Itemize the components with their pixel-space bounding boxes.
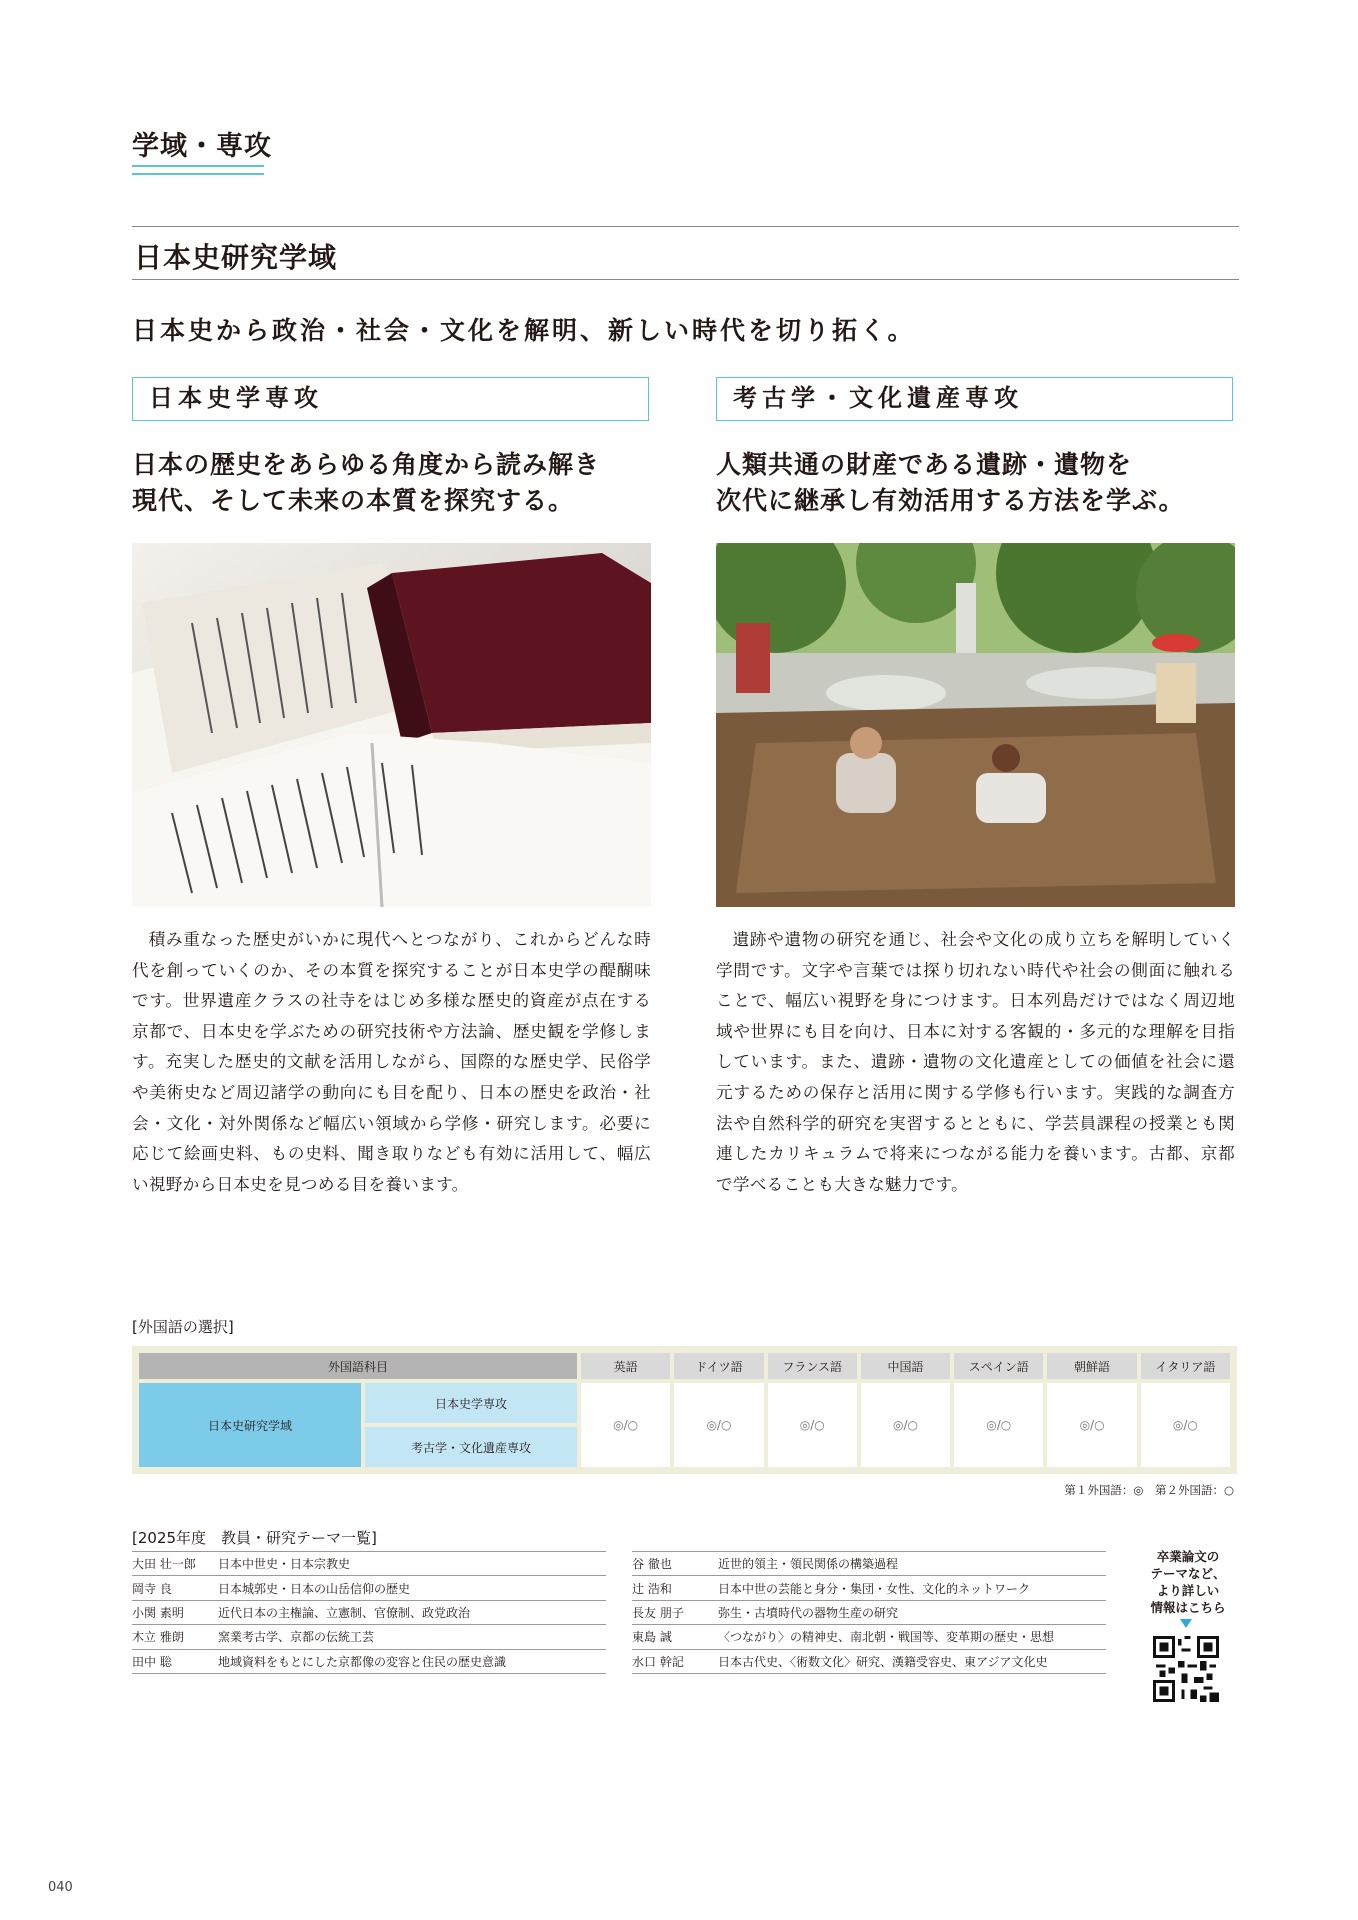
- faculty-name: 東島 誠: [632, 1630, 672, 1645]
- faculty-theme: 地域資料をもとにした京都像の変容と住民の歴史意識: [218, 1654, 507, 1669]
- field-cell: 日本史研究学域: [139, 1383, 361, 1467]
- section-label: 学域・専攻: [132, 131, 272, 162]
- faculty-name: 小関 素明: [132, 1605, 184, 1620]
- faculty-theme: 〈つながり〉の精神史、南北朝・戦国等、変革期の歴史・思想: [718, 1630, 1055, 1645]
- section-underline: [132, 165, 264, 175]
- faculty-theme: 日本中世史・日本宗教史: [218, 1557, 351, 1572]
- lang-header-french: フランス語: [768, 1353, 857, 1379]
- faculty-list-left: [132, 1551, 606, 1674]
- major-body-japanese-history: 積み重なった歴史がいかに現代へとつながり、これからどんな時代を創っていくのか、その本質を探究することが日本史学の醍醐味です。世界遺産クラスの社寺をはじめ多様な歴史的資産が点在する京都で、日本史を学ぶための研究技術や方法論、歴史観を学修します。充実した歴史的文献を活用しながら、国際的な歴史学、民俗学や美術史など周辺諸学の動向にも目を配り、日本の歴史を政治・社会・文化・対外関係など幅広い領域から学修・研究します。必要に応じて絵画史料、もの史料、聞き取りなども有効に活用して、幅広い視野から日本史を見つめる目を養います。: [132, 930, 651, 1194]
- lang-header-spanish: スペイン語: [954, 1353, 1043, 1379]
- faculty-theme: 日本古代史、〈術数文化〉研究、漢籍受容史、東アジア文化史: [718, 1654, 1048, 1669]
- divider-bottom: [132, 279, 1239, 280]
- language-table-caption: [外国語の選択]: [132, 1318, 234, 1336]
- excavation-photo: [716, 543, 1235, 907]
- lang-header-english: 英語: [581, 1353, 670, 1379]
- major-lead-japanese-history: 日本の歴史をあらゆる角度から読み解き 現代、そして未来の本質を探究する。: [132, 450, 601, 515]
- qr-caption: 卒業論文の テーマなど、 より詳しい 情報はこちら: [1150, 1549, 1226, 1615]
- faculty-theme: 日本城郭史・日本の山岳信仰の歴史: [218, 1581, 411, 1596]
- open-books-photo: [132, 543, 651, 907]
- faculty-theme: 近代日本の主権論、立憲制、官僚制、政党政治: [218, 1605, 471, 1620]
- catchphrase: 日本史から政治・社会・文化を解明、新しい時代を切り拓く。: [132, 316, 916, 345]
- list-item: [632, 1551, 1106, 1576]
- lang-header-german: ドイツ語: [674, 1353, 763, 1379]
- mark-korean: ◎/○: [1047, 1383, 1136, 1467]
- faculty-name: 木立 雅朗: [132, 1630, 184, 1645]
- faculty-name: 田中 聡: [132, 1654, 172, 1669]
- faculty-list-right: [632, 1551, 1106, 1674]
- major-body-archaeology: 遺跡や遺物の研究を通じ、社会や文化の成り立ちを解明していく学問です。文字や言葉では探り切れない時代や社会の側面に触れることで、幅広い視野を身につけます。日本列島だけではなく周辺地域や世界にも目を向け、日本に対する客観的・多元的な理解を目指しています。また、遺跡・遺物の文化遺産としての価値を社会に還元するための保存と活用に関する学修も行います。実践的な調査方法や自然科学的研究を実習するとともに、学芸員課程の授業とも関連したカリキュラムで将来につながる能力を養います。古都、京都で学べることも大きな魅力です。: [716, 930, 1235, 1194]
- mark-italian: ◎/○: [1141, 1383, 1230, 1467]
- field-title: 日本史研究学域: [134, 241, 338, 274]
- language-table: [132, 1346, 1237, 1474]
- lang-header-italian: イタリア語: [1141, 1353, 1230, 1379]
- language-legend: 第１外国語：◎ 第２外国語：○: [1064, 1483, 1234, 1497]
- mark-french: ◎/○: [768, 1383, 857, 1467]
- major-title-archaeology: 考古学・文化遺産専攻: [716, 377, 1233, 421]
- qr-code-icon[interactable]: [1153, 1636, 1219, 1702]
- faculty-name: 大田 壮一郎: [132, 1557, 196, 1572]
- major-cell-archaeology: 考古学・文化遺産専攻: [365, 1427, 577, 1467]
- mark-spanish: ◎/○: [954, 1383, 1043, 1467]
- header-foreign-language-subjects: 外国語科目: [139, 1353, 577, 1379]
- list-item: [132, 1625, 606, 1649]
- list-item: [132, 1576, 606, 1600]
- list-item: [632, 1576, 1106, 1600]
- faculty-name: 辻 浩和: [632, 1581, 672, 1596]
- list-item: [132, 1601, 606, 1625]
- list-item: [132, 1551, 606, 1576]
- lang-header-chinese: 中国語: [861, 1353, 950, 1379]
- list-item: [132, 1650, 606, 1674]
- major-title-japanese-history: 日本史学専攻: [132, 377, 649, 421]
- faculty-name: 水口 幹記: [632, 1654, 684, 1669]
- mark-chinese: ◎/○: [861, 1383, 950, 1467]
- mark-german: ◎/○: [674, 1383, 763, 1467]
- down-arrow-icon: [1180, 1619, 1192, 1628]
- faculty-theme: 近世的領主・領民関係の構築過程: [718, 1557, 899, 1572]
- major-cell-japanese-history: 日本史学専攻: [365, 1383, 577, 1423]
- divider-top: [132, 226, 1239, 227]
- page-number: 040: [48, 1880, 73, 1895]
- faculty-theme: 日本中世の芸能と身分・集団・女性、文化的ネットワーク: [718, 1581, 1031, 1596]
- faculty-theme: 弥生・古墳時代の器物生産の研究: [718, 1605, 899, 1620]
- faculty-name: 谷 徹也: [632, 1557, 672, 1572]
- faculty-name: 岡寺 良: [132, 1581, 172, 1596]
- major-lead-archaeology: 人類共通の財産である遺跡・遺物を 次代に継承し有効活用する方法を学ぶ。: [716, 450, 1185, 515]
- faculty-name: 長友 朋子: [632, 1605, 684, 1620]
- lang-header-korean: 朝鮮語: [1047, 1353, 1136, 1379]
- faculty-caption: [2025年度 教員・研究テーマ一覧]: [132, 1529, 377, 1547]
- list-item: [632, 1625, 1106, 1649]
- list-item: [632, 1601, 1106, 1625]
- faculty-theme: 窯業考古学、京都の伝統工芸: [218, 1630, 375, 1645]
- mark-english: ◎/○: [581, 1383, 670, 1467]
- list-item: [632, 1650, 1106, 1674]
